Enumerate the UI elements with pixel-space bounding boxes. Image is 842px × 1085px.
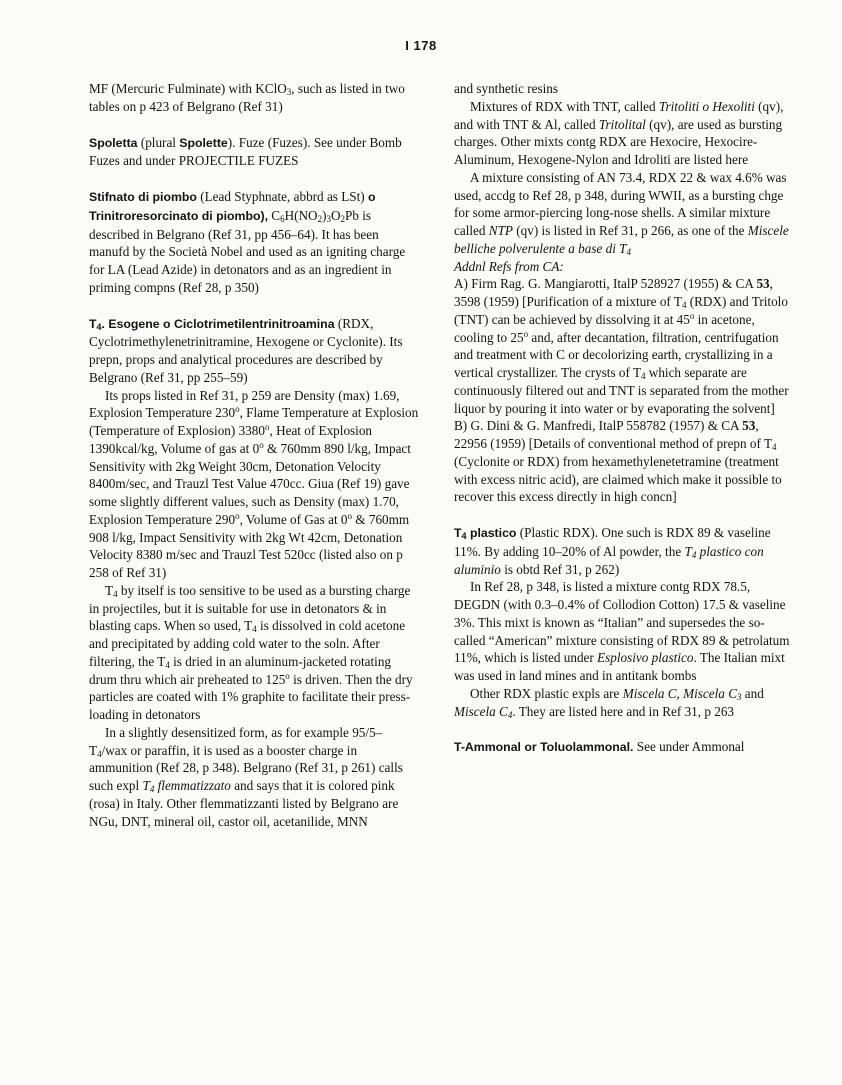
spoletta-entry (89, 134, 419, 171)
continued-text: and synthetic resins (454, 81, 559, 96)
entry-text: is described in Belgrano (Ref 31, pp 456–64). It has been manufd by the Società Nobel and used as an igniting charge for LA (Lead Azide) in detonators and as an ingredient in priming compns (Ref 28, p 350) (89, 207, 406, 295)
entry-text: (plural (137, 134, 180, 150)
an-mixture-paragraph: A mixture consisting of AN 73.4, RDX 22 & wax 4.6% was used, accdg to Ref 28, p 348, during WWII, as a bursting chge for some armor-piercing long-nose shells. A similar mixture called NTP (qv) is listed in Ref 31, p 266, as one of the Miscele belliche polverulente a base di $T_4$ (454, 169, 789, 257)
ref-a: A) Firm Rag. G. Mangiarotti, ItalP 528927 (1955) & CA 53, 3598 (1959) [Purification of a mixture of $T_4$ (RDX) and Tritolo (TNT) can be achieved by dissolving it at 45$^o$ in acetone, cooling to 25$^o$ and, after decantation, filtration, centrifugation and treatment with C or decolorizing earth, crystallizing in a vertical crystallizer. The crysts of $T_4$ which separate are continuously filtered out and TNT is separated from the mother liquor by pouring it into water or by evaporating the solvent] (454, 276, 789, 416)
t4-plastico-entry: $T_4$ plastico (Plastic RDX). One such is RDX 89 & vaseline 11%. By adding 10–20% of Al powder, the $T_4$ plastico con aluminio is obtd Ref 31, p 262) In Ref 28, p 348, is listed a mixture contg RDX 78.5, DEGDN (with 0.3–0.4% of Collodion Cotton) 17.5 & vaseline 3%. This mixt is known as “Italian” and supersedes the so-called “American” mixture consisting of RDX 89 & petrolatum 11%, which is listed under Esplosivo plastico. The Italian mixt was used in land mines and in antitank bombs Other RDX plastic expls are Miscela C, Miscela $C_3$ and Miscela $C_4$. They are listed here and in Ref 31, p 263 (454, 525, 790, 720)
entry-heading-2: o Trinitroresorcinato di piombo), (89, 190, 376, 223)
entry-heading: $T_4$. Esogene o Ciclotrimetilentrinitroamina (89, 316, 335, 332)
mixtures-paragraph: Mixtures of RDX with TNT, called Tritoliti o Hexoliti (qv), and with TNT & Al, called Tritolital (qv), are used as bursting charges. Other mixts contg RDX are Hexocire, Hexocire-Aluminum, Hexogene-Nylon and Idroliti are listed here (454, 98, 784, 167)
t-ammonal-entry (454, 738, 790, 757)
italian-mixture-paragraph: In Ref 28, p 348, is listed a mixture contg RDX 78.5, DEGDN (with 0.3–0.4% of Collodion Cotton) 17.5 & vaseline 3%. This mixt is known as “Italian” and supersedes the so-called “American” mixture consisting of RDX 89 & petrolatum 11%, which is listed under Esplosivo plastico. The Italian mixt was used in land mines and in antitank bombs (454, 579, 790, 683)
mf-entry (89, 80, 419, 116)
mf-text: MF (Mercuric Fulminate) with KClO (89, 81, 287, 96)
entry-heading: T-Ammonal or Toluolammonal. (454, 740, 634, 755)
entry-text: ). Fuze (Fuzes). See under Bomb Fuzes and under PROJECTILE FUZES (89, 134, 402, 169)
t4-props-paragraph: Its props listed in Ref 31, p 259 are Density (max) 1.69, Explosion Temperature 230$^o$, Flame Temperature at Explosion (Temperature of Explosion) 3380$^o$, Heat of Explosion 1390kcal/kg, Volume of gas at 0$^o$ & 760mm 890 l/kg, Impact Sensitivity with 2kg Weight 30cm, Detonation Velocity 8400m/sec, and Trauzl Test Value 470cc. Giua (Ref 19) gave some slightly different values, such as Density (max) 1.70, Explosion Temperature 290$^o$, Volume of Gas at 0$^o$ & 760mm 908 l/kg, Impact Sensitivity with 2kg Wt 42cm, Detonation Velocity 8380 m/sec and Trauzl Test 520cc (listed also on p 258 of Ref 31) (89, 387, 419, 580)
entry-text: (Lead Styphnate, abbrd as LSt) (196, 189, 368, 204)
entry-heading: Spoletta (89, 135, 138, 150)
plural-word: Spolette (179, 135, 228, 150)
other-plastic-paragraph: Other RDX plastic expls are Miscela C, Miscela $C_3$ and Miscela $C_4$. They are listed here and in Ref 31, p 263 (454, 685, 764, 720)
t4-entry (89, 315, 419, 831)
left-column (89, 80, 419, 848)
entry-heading: $T_4$ plastico (454, 526, 517, 541)
subscript: 3 (286, 87, 292, 97)
page-number: I 178 (405, 38, 437, 53)
entry-text: See under Ammonal (633, 739, 745, 755)
t4-usage-paragraph: $T_4$ by itself is too sensitive to be used as a bursting charge in projectiles, but it is suitable for use in detonators & in blasting caps. When so used, $T_4$ is dissolved in cold acetone and precipitated by adding cold water to the soln. After filtering, the $T_4$ is dried in an aluminum-jacketed rotating drum thru which air preheated to 125$^o$ is driven. Then the dry particles are coated with 1% graphite to facilitate their press-loading in detonators (89, 582, 413, 722)
ref-b: B) G. Dini & G. Manfredi, ItalP 558782 (1957) & CA 53, 22956 (1959) [Details of conventional method of prepn of $T_4$ (Cyclonite or RDX) from hexamethylenetetramine (treatment with excess nitric acid), are claimed which make it possible to recover this excess directly in high concn] (454, 418, 782, 505)
entry-heading: Stifnato di piombo (89, 190, 197, 204)
stifnato-entry (89, 188, 419, 297)
chemical-formula: $C_6H(NO_2)_3O_2Pb$ (271, 207, 359, 224)
entry-text: (RDX, Cyclotrimethylenetrinitramine, Hexogene or Cyclonite). Its prepn, props and analytical procedures are described by Belgrano (Ref 31, pp 255–59) (89, 315, 403, 385)
t4-desensitized-paragraph: In a slightly desensitized form, as for example $95/5-T_4$/wax or paraffin, it is used as a booster charge in ammunition (Ref 28, p 348). Belgrano (Ref 31, p 261) calls such expl $T_4$ flemmatizzato and says that it is colored pink (rosa) in Italy. Other flemmatizzanti listed by Belgrano are NGu, DNT, mineral oil, castor oil, acetanilide, MNN (89, 724, 403, 829)
mf-text-end: , such as listed in two tables on p 423 of Belgrano (Ref 31) (89, 81, 405, 114)
right-column (454, 80, 790, 775)
t4-continued (454, 80, 790, 506)
addnl-refs-heading: Addnl Refs from CA: (454, 258, 564, 274)
